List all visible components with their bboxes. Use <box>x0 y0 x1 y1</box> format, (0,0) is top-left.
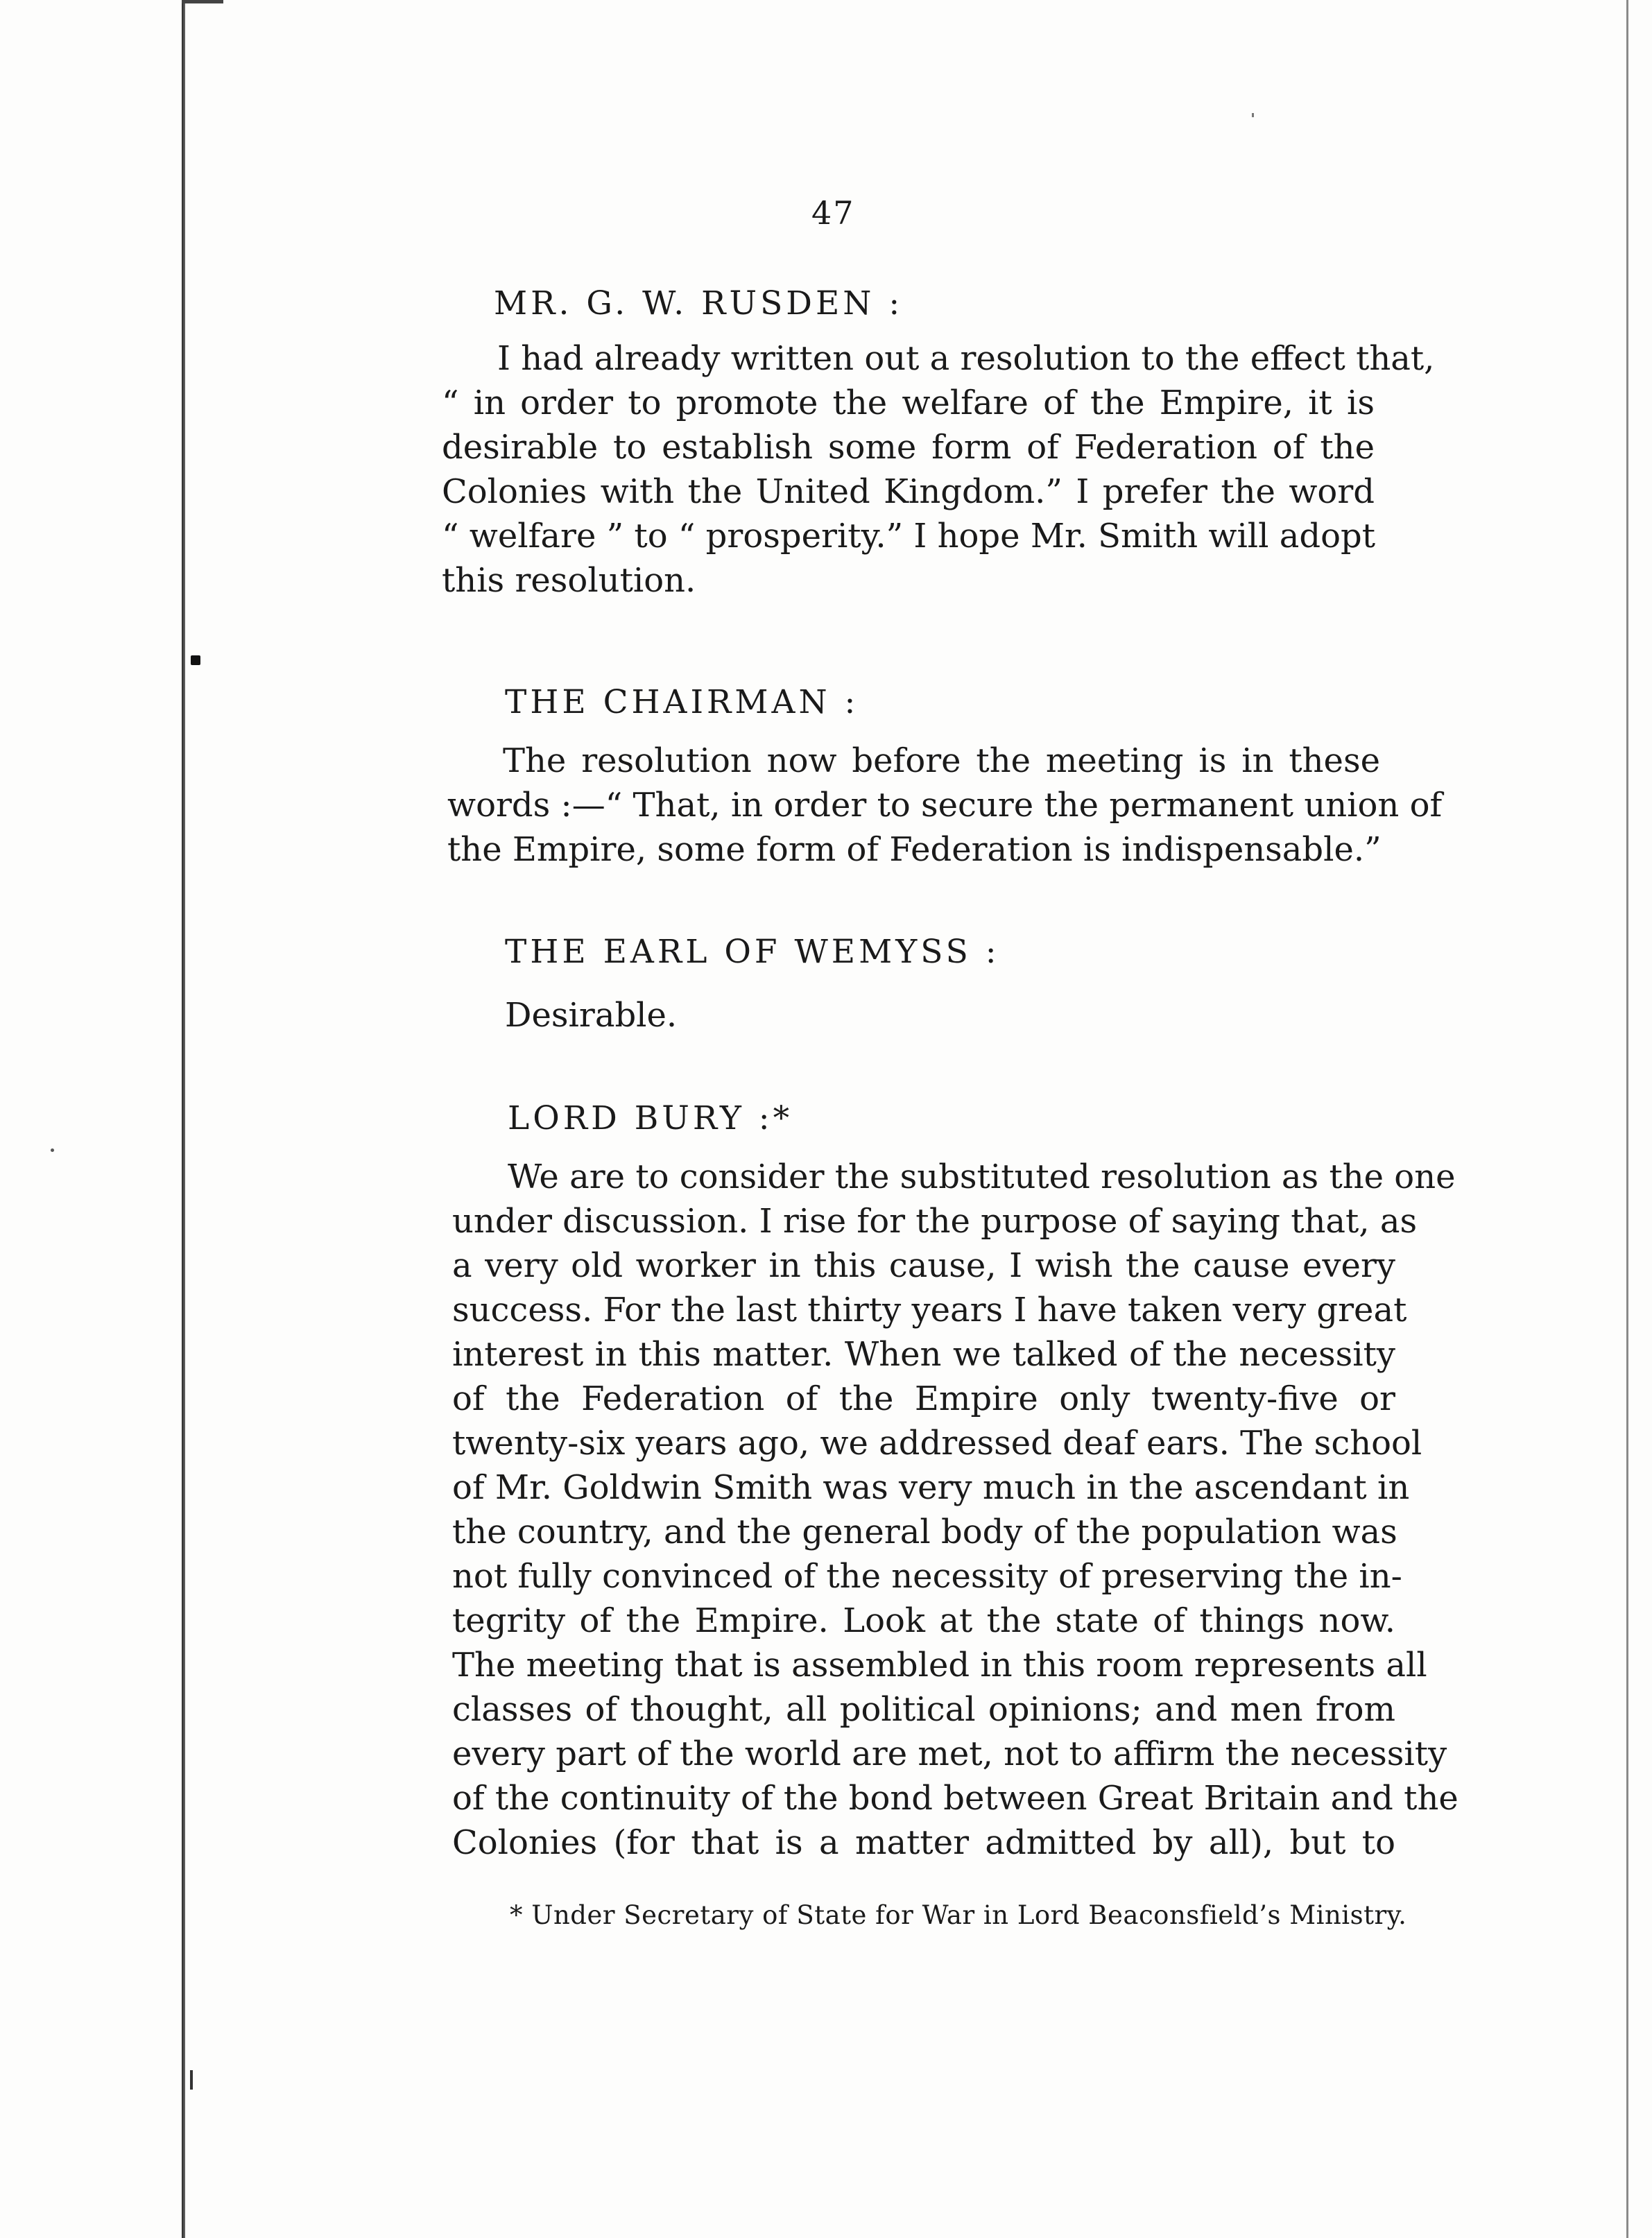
page-edge-left <box>182 0 185 2238</box>
page-edge-right <box>1626 0 1628 2238</box>
scan-mark-tick <box>190 2070 193 2090</box>
text-line: Desirable. <box>505 996 678 1035</box>
text-line: this resolution. <box>442 561 696 600</box>
paragraph-bury <box>452 1155 1459 1865</box>
text-line: of Mr. Goldwin Smith was very much in the ascendant in <box>452 1468 1410 1507</box>
text-line: a very old worker in this cause, I wish the cause every <box>452 1246 1395 1285</box>
speaker-heading-chairman: THE CHAIRMAN : <box>505 683 859 721</box>
text-line: The resolution now before the meeting is in these <box>503 741 1380 780</box>
text-line: I had already written out a resolution to the effect that, <box>497 339 1435 378</box>
text-line: every part of the world are met, not to affirm the necessity <box>452 1735 1447 1773</box>
text-line: words :—“ That, in order to secure the permanent union of <box>447 786 1443 825</box>
scan-dot <box>51 1148 54 1152</box>
text-line: of the Federation of the Empire only twenty-five or <box>452 1379 1395 1418</box>
paragraph-wemyss <box>505 993 1198 1038</box>
text-line: of the continuity of the bond between Great Britain and the <box>452 1779 1459 1818</box>
scan-dot <box>1252 113 1254 117</box>
scan-mark-arrow <box>191 655 200 665</box>
text-line: The meeting that is assembled in this room represents all <box>452 1646 1427 1685</box>
text-line: success. For the last thirty years I have taken very great <box>452 1291 1407 1329</box>
text-line: not fully convinced of the necessity of preserving the in- <box>452 1557 1402 1596</box>
text-line: Colonies with the United Kingdom.” I prefer the word <box>442 472 1375 511</box>
text-line: “ in order to promote the welfare of the Empire, it is <box>442 384 1375 422</box>
text-line: Colonies (for that is a matter admitted by all), but to <box>452 1823 1395 1862</box>
text-line: the country, and the general body of the population was <box>452 1513 1397 1551</box>
text-line: “ welfare ” to “ prosperity.” I hope Mr. Smith will adopt <box>442 517 1376 556</box>
text-line: interest in this matter. When we talked of the necessity <box>452 1335 1395 1374</box>
footnote: * Under Secretary of State for War in Lord Beaconsfield’s Ministry. <box>510 1900 1407 1930</box>
text-line: classes of thought, all political opinions; and men from <box>452 1690 1395 1729</box>
text-line: tegrity of the Empire. Look at the state of things now. <box>452 1601 1395 1640</box>
speaker-heading-rusden: MR. G. W. RUSDEN : <box>494 284 904 322</box>
text-line: desirable to establish some form of Federation of the <box>442 428 1375 467</box>
text-line: twenty-six years ago, we addressed deaf ears. The school <box>452 1424 1422 1463</box>
page-edge-corner <box>182 0 223 3</box>
paragraph-chairman <box>447 739 1443 872</box>
page-number: 47 <box>811 194 855 232</box>
text-line: the Empire, some form of Federation is indispensable.” <box>447 830 1382 869</box>
speaker-heading-wemyss: THE EARL OF WEMYSS : <box>505 933 1000 971</box>
text-line: We are to consider the substituted resolution as the one <box>508 1157 1456 1196</box>
speaker-heading-bury: LORD BURY :* <box>508 1099 793 1137</box>
paragraph-rusden <box>442 336 1435 603</box>
text-line: under discussion. I rise for the purpose of saying that, as <box>452 1202 1418 1241</box>
